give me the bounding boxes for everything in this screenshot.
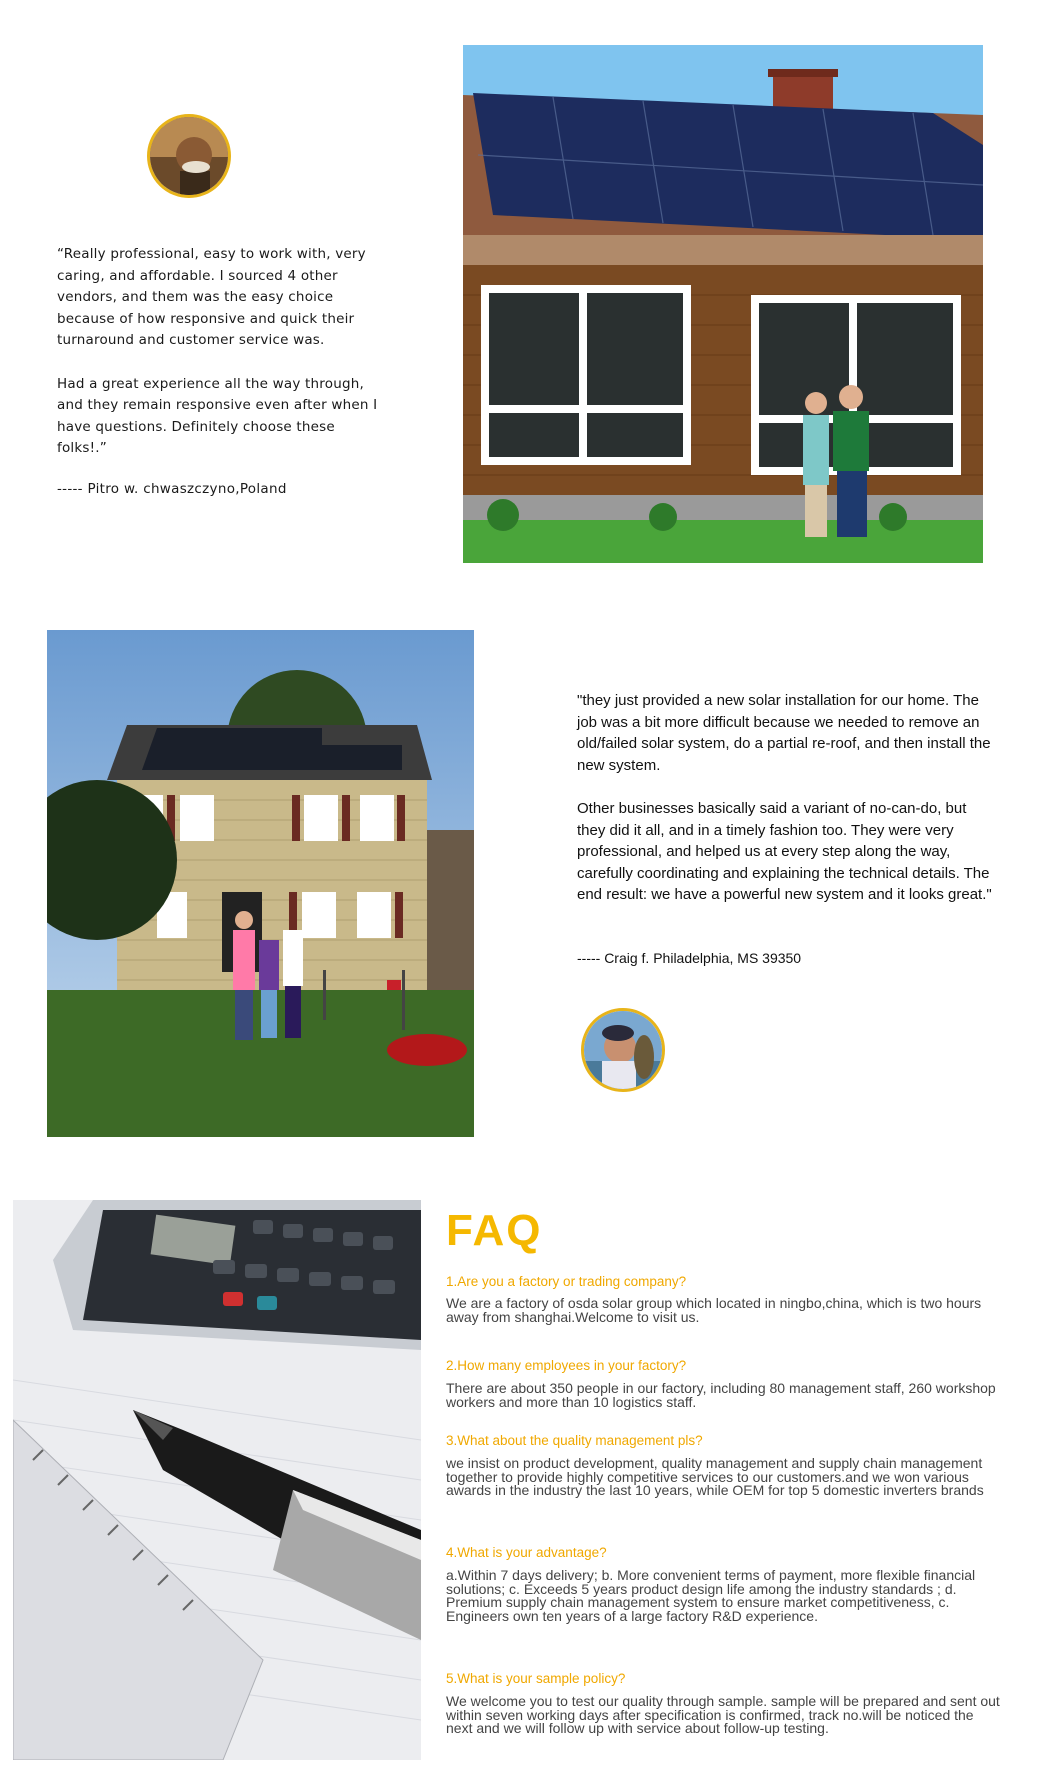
faq-answer: we insist on product development, quality management and supply chain management together to provide highly competitive services to our customers.and we won various awards in the industry the last 10 years, while OEM for top 5 domestic inverters brands [446,1455,984,1498]
faq-answer: a.Within 7 days delivery; b. More convenient terms of payment, more flexible financial solutions; c. Exceeds 5 years product design life among the industry standards ; d. Premium supply chain management system to ensure market competitiveness, c. Engineers own ten years of a large factory R&D experience. [446,1567,976,1624]
faq-title: FAQ [446,1206,543,1255]
faq-question: 4.What is your advantage? [446,1545,607,1560]
faq-question: 1.Are you a factory or trading company? [446,1274,687,1289]
calculator-pen-photo [13,1200,421,1760]
testimonial-paragraph: Had a great experience all the way through, and they remain responsive even after when I have questions. Definitely choose these folks!.” [57,375,378,456]
testimonial-2-text [577,690,997,928]
faq-answer: We are a factory of osda solar group which located in ningbo,china, which is two hours away from shanghai.Welcome to visit us. [446,1295,982,1325]
faq-question: 3.What about the quality management pls? [446,1433,703,1448]
faq-answer: We welcome you to test our quality through sample. sample will be prepared and sent out within seven working days after specification is confirmed, track no.will be noticed the next and we will follow up with service about follow-up testing. [446,1693,1000,1736]
house-photo-1 [463,45,983,563]
faq-answer: There are about 350 people in our factory, including 80 management staff, 260 workshop workers and more than 10 logistics staff. [446,1380,996,1410]
testimonial-paragraph: "they just provided a new solar installation for our home. The job was a bit more difficult because we needed to remove an old/failed solar system, do a partial re-roof, and then install the new system. [577,692,991,774]
avatar [147,114,231,198]
testimonial-paragraph: “Really professional, easy to work with, very caring, and affordable. I sourced 4 other vendors, and them was the easy choice because of how responsive and quick their turnaround and customer service was. [57,246,366,348]
avatar [581,1008,665,1092]
testimonial-2-signature: ----- Craig f. Philadelphia, MS 39350 [577,950,802,966]
testimonial-paragraph: Other businesses basically said a variant of no-can-do, but they did it all, and in a timely fashion too. They were very professional, and helped us at every step along the way, carefully coordinating and explaining the technical details. The end result: we have a powerful new system and it looks great." [577,800,992,903]
house-photo-2 [47,630,474,1137]
testimonial-1-signature: ----- Pitro w. chwaszczyno,Poland [57,481,287,497]
faq-question: 5.What is your sample policy? [446,1671,626,1686]
testimonial-1-text [57,244,387,482]
faq-question: 2.How many employees in your factory? [446,1358,687,1373]
